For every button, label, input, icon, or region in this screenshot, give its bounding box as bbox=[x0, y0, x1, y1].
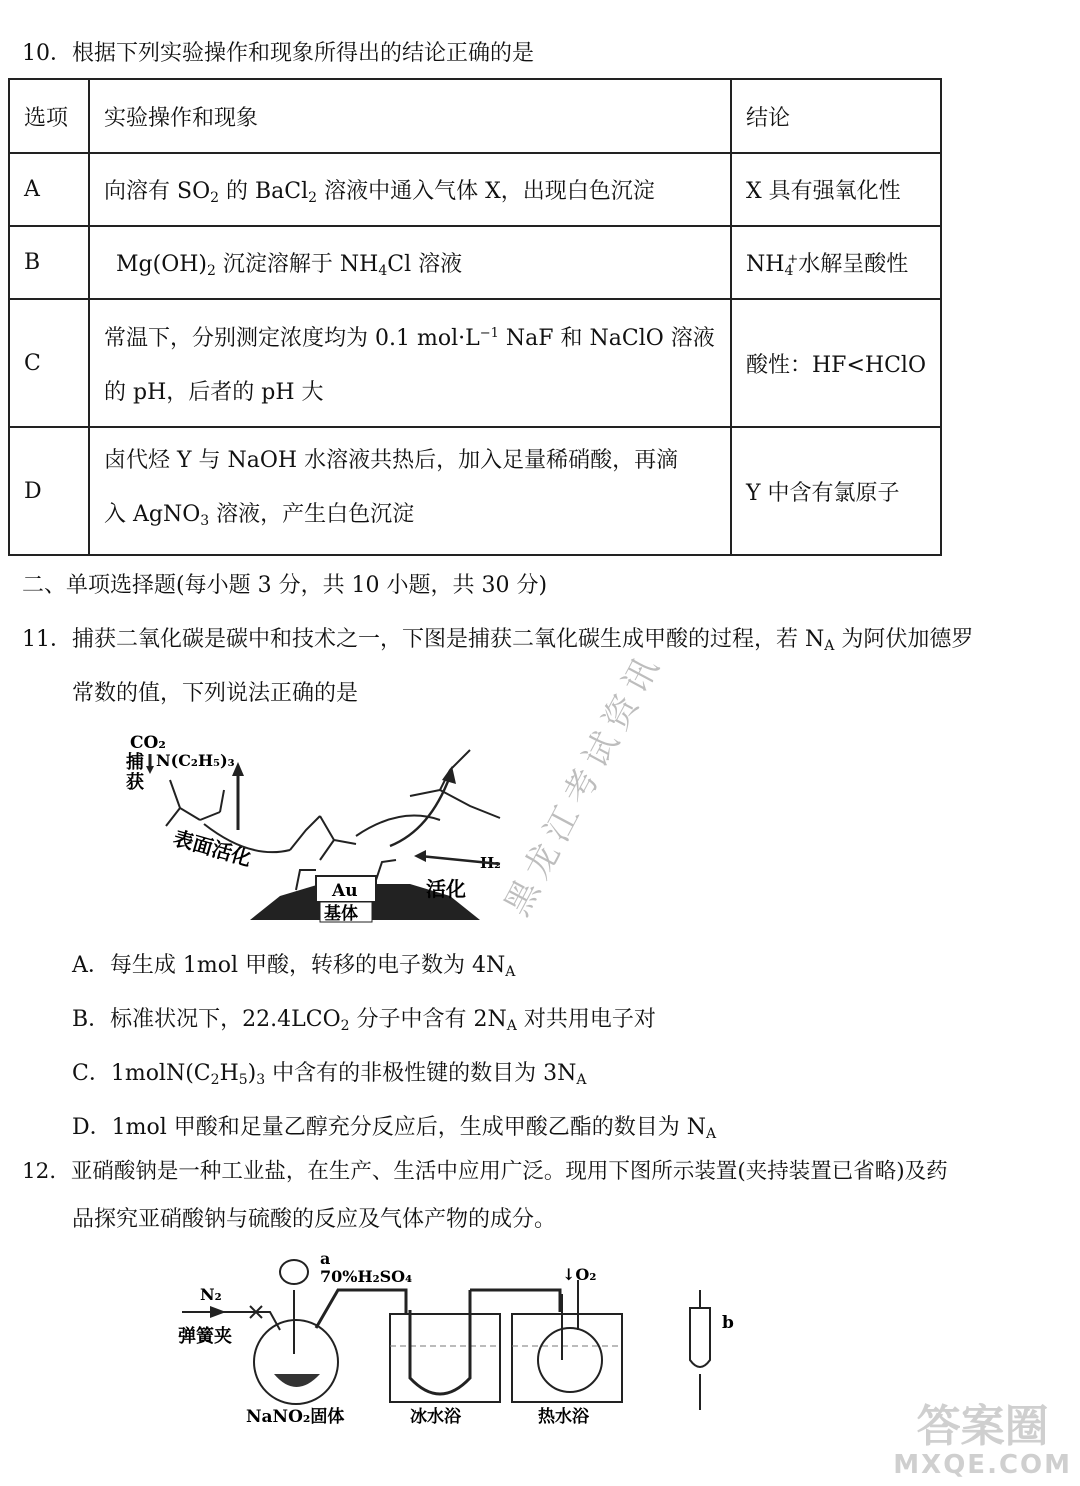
activation-label: 活化 bbox=[426, 877, 466, 901]
row-operation: 常温下，分别测定浓度均为 0.1 $mol\cdot L^{-1}$ NaF 和 NaClO 溶液 的 pH，后者的 pH 大 bbox=[89, 299, 731, 427]
connecting-tube-2 bbox=[470, 1290, 560, 1312]
row-conclusion: Y 中含有氯原子 bbox=[731, 427, 941, 555]
row-conclusion: X 具有强氧化性 bbox=[731, 153, 941, 226]
q11-option-b: B．标准状况下，$22.4LCO_2$ 分子中含有 $2N_A$ 对共用电子对 bbox=[72, 1007, 656, 1034]
q12-stem-line2: 品探究亚硝酸钠与硫酸的反应及气体产物的成分。 bbox=[72, 1207, 557, 1232]
solid-label: NaNO₂固体 bbox=[246, 1407, 345, 1427]
h2-label: H₂ bbox=[480, 854, 501, 872]
au-label: Au bbox=[332, 881, 358, 901]
hot-bath-label: 热水浴 bbox=[538, 1407, 589, 1427]
ice-bath bbox=[390, 1314, 500, 1402]
amine-label: N(C₂H₅)₃ bbox=[156, 751, 235, 770]
section-heading: 二、单项选择题(每小题 3 分，共 10 小题，共 30 分) bbox=[22, 573, 548, 598]
row-operation: $Mg(OH)_2$ 沉淀溶解于 $NH_4Cl$ 溶液 bbox=[89, 226, 731, 299]
n2-arrow-icon bbox=[210, 1306, 226, 1318]
table-row bbox=[9, 153, 941, 226]
table-header-row bbox=[9, 79, 941, 153]
row-conclusion: 酸性：HF<HClO bbox=[731, 299, 941, 427]
corner-watermark-top: 答案圈 bbox=[916, 1401, 1049, 1452]
capture-arrowhead-icon bbox=[146, 766, 154, 774]
spring-clip-label: 弹簧夹 bbox=[178, 1326, 232, 1347]
label-a: a bbox=[320, 1250, 331, 1268]
o2-label: ↓O₂ bbox=[562, 1265, 597, 1284]
row-operation: 向溶有 $SO_2$ 的 BaCl$_2$ 溶液中通入气体 X，出现白色沉淀 bbox=[89, 153, 731, 226]
q11-option-d: D．1mol 甲酸和足量乙醇充分反应后，生成甲酸乙酯的数目为 $N_A$ bbox=[72, 1115, 717, 1142]
header-operation: 实验操作和现象 bbox=[89, 79, 731, 153]
q11-stem-line1: 11．捕获二氧化碳是碳中和技术之一，下图是捕获二氧化碳生成甲酸的过程，若 $N_A$ 为阿伏加德罗 bbox=[22, 627, 974, 654]
dropping-funnel-a bbox=[280, 1260, 308, 1284]
co2-capture-diagram bbox=[120, 720, 520, 930]
row-option: B bbox=[9, 226, 89, 299]
ice-bath-label: 冰水浴 bbox=[410, 1407, 461, 1427]
carbamate-bonds bbox=[166, 780, 224, 826]
table-row bbox=[9, 299, 941, 427]
q12-stem-line1: 12．亚硝酸钠是一种工业盐，在生产、生活中应用广泛。现用下图所示装置(夹持装置已省略)及药 bbox=[22, 1159, 948, 1184]
table-row bbox=[9, 427, 941, 555]
q10-stem: 10．根据下列实验操作和现象所得出的结论正确的是 bbox=[22, 41, 534, 66]
corner-watermark bbox=[893, 1401, 1072, 1480]
surface-activation-label: 表面活化 bbox=[170, 825, 255, 871]
flask-tubes bbox=[562, 1280, 578, 1360]
h2-arrowhead-icon bbox=[414, 850, 426, 862]
acid-label: 70%H₂SO₄ bbox=[320, 1267, 413, 1286]
q11-option-a: A．每生成 1mol 甲酸，转移的电子数为 $4N_A$ bbox=[72, 953, 516, 980]
formic-acid-bonds bbox=[410, 750, 500, 818]
q11-option-c: C．$1molN(C_2H_5)_3$ 中含有的非极性键的数目为 $3N_A$ bbox=[72, 1061, 587, 1088]
corner-watermark-bottom: MXQE.COM bbox=[893, 1450, 1072, 1480]
round-flask bbox=[254, 1320, 338, 1404]
apparatus-diagram bbox=[170, 1250, 770, 1430]
table-row bbox=[9, 226, 941, 299]
row-option: A bbox=[9, 153, 89, 226]
capture-label-1: 捕 bbox=[126, 752, 144, 773]
capture-label-2: 获 bbox=[126, 772, 144, 793]
u-tube bbox=[410, 1310, 470, 1394]
base-label: 基体 bbox=[324, 904, 358, 924]
watermark-text: 黑龙江考试资讯 bbox=[497, 644, 671, 923]
label-b: b bbox=[722, 1313, 734, 1333]
q11-stem-line2: 常数的值，下列说法正确的是 bbox=[72, 681, 359, 706]
row-option: D bbox=[9, 427, 89, 555]
header-conclusion: 结论 bbox=[731, 79, 941, 153]
row-conclusion: $NH_4^+$水解呈酸性 bbox=[731, 226, 941, 299]
co2-label: CO₂ bbox=[130, 733, 166, 753]
row-option: C bbox=[9, 299, 89, 427]
q10-table bbox=[8, 78, 942, 556]
reaction-flask bbox=[538, 1328, 602, 1392]
solid-pile bbox=[274, 1374, 320, 1387]
header-option: 选项 bbox=[9, 79, 89, 153]
n2-label: N₂ bbox=[200, 1285, 222, 1304]
row-operation: 卤代烃 Y 与 NaOH 水溶液共热后，加入足量稀硝酸，再滴 入 AgNO$_3$ 溶液，产生白色沉淀 bbox=[89, 427, 731, 555]
connecting-tube-1 bbox=[316, 1290, 406, 1328]
separatory-funnel-b bbox=[690, 1308, 710, 1367]
